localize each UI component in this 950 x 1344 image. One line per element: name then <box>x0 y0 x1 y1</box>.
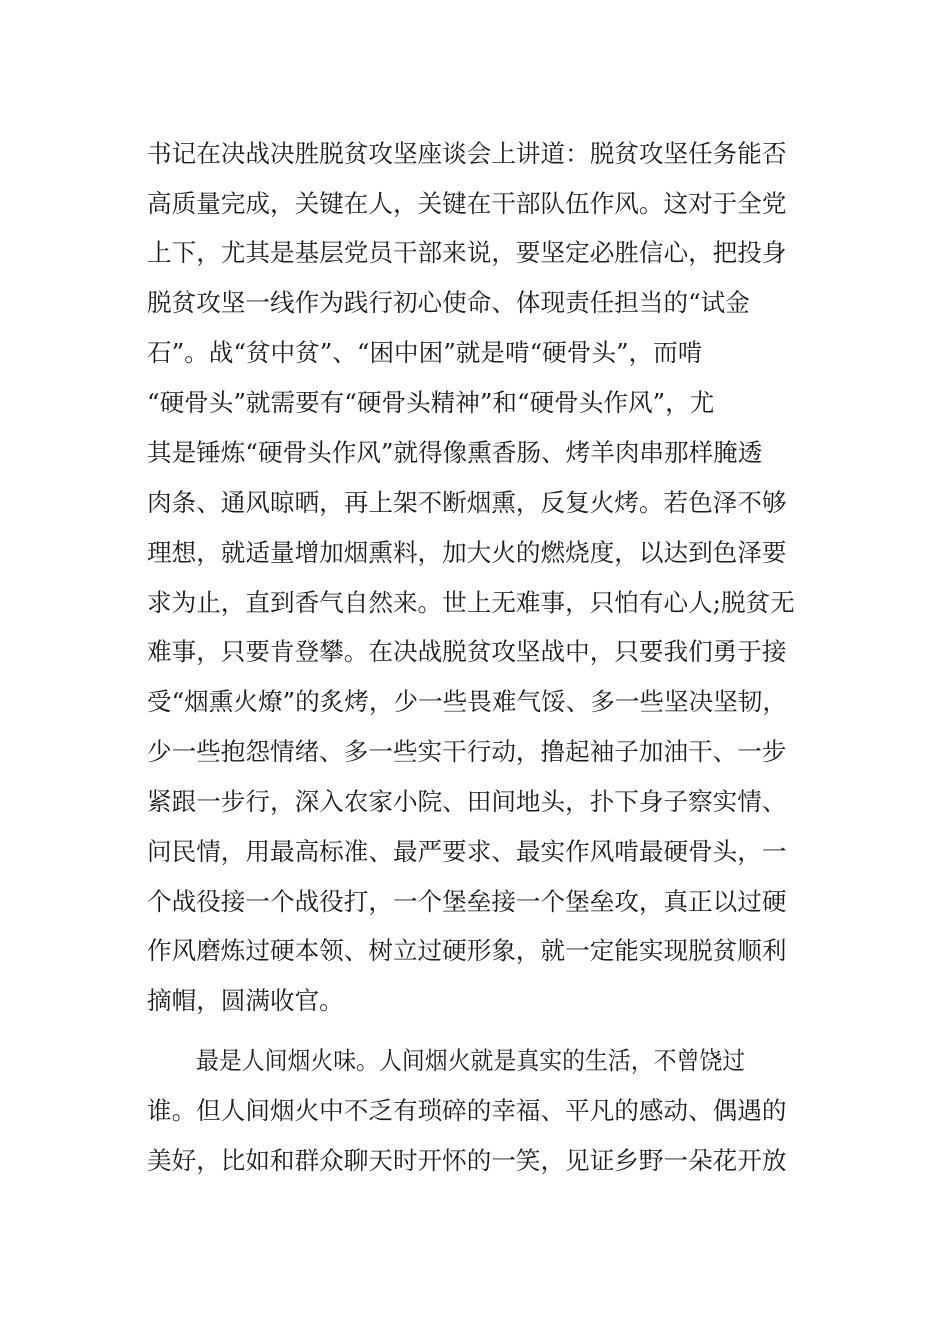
paragraph-1-line-15: 问民情，用最高标准、最严要求、最实作风啃最硬骨头，一 <box>147 837 787 866</box>
paragraph-2-line-3: 美好，比如和群众聊天时开怀的一笑，见证乡野一朵花开放 <box>147 1146 787 1175</box>
paragraph-1-line-7: 其是锤炼“硬骨头作风”就得像熏香肠、烤羊肉串那样腌透 <box>147 438 763 467</box>
paragraph-1-line-3: 上下，尤其是基层党员干部来说，要坚定必胜信心，把投身 <box>147 238 787 267</box>
paragraph-1-line-14: 紧跟一步行，深入农家小院、田间地头，扑下身子察实情、 <box>147 787 787 816</box>
paragraph-2-line-2: 谁。但人间烟火中不乏有琐碎的幸福、平凡的感动、偶遇的 <box>147 1096 787 1125</box>
paragraph-1-line-11: 难事，只要肯登攀。在决战脱贫攻坚战中，只要我们勇于接 <box>147 637 787 666</box>
paragraph-1-line-5: 石”。战“贫中贫”、“困中困”就是啃“硬骨头”，而啃 <box>147 338 703 367</box>
paragraph-1-line-9: 理想，就适量增加烟熏料，加大火的燃烧度，以达到色泽要 <box>147 538 787 567</box>
paragraph-1-line-4: 脱贫攻坚一线作为践行初心使命、体现责任担当的“试金 <box>147 288 750 317</box>
paragraph-1-line-1: 书记在决战决胜脱贫攻坚座谈会上讲道：脱贫攻坚任务能否 <box>147 139 787 168</box>
paragraph-1-line-6: “硬骨头”就需要有“硬骨头精神”和“硬骨头作风”，尤 <box>147 388 715 417</box>
paragraph-1-line-16: 个战役接一个战役打，一个堡垒接一个堡垒攻，真正以过硬 <box>147 887 787 916</box>
paragraph-1-line-8: 肉条、通风晾晒，再上架不断烟熏，反复火烤。若色泽不够 <box>147 488 787 517</box>
paragraph-1-line-2: 高质量完成，关键在人，关键在干部队伍作风。这对于全党 <box>147 189 787 218</box>
paragraph-1-line-13: 少一些抱怨情绪、多一些实干行动，撸起袖子加油干、一步 <box>147 737 787 766</box>
paragraph-2-line-1: 最是人间烟火味。人间烟火就是真实的生活，不曾饶过 <box>196 1046 746 1075</box>
paragraph-1-line-12: 受“烟熏火燎”的炙烤，少一些畏难气馁、多一些坚决坚韧， <box>147 687 787 716</box>
paragraph-1-line-10: 求为止，直到香气自然来。世上无难事，只怕有心人;脱贫无 <box>147 588 795 617</box>
paragraph-1-line-17: 作风磨炼过硬本领、树立过硬形象，就一定能实现脱贫顺利 <box>147 936 787 965</box>
paragraph-1-line-18: 摘帽，圆满收官。 <box>147 986 344 1015</box>
